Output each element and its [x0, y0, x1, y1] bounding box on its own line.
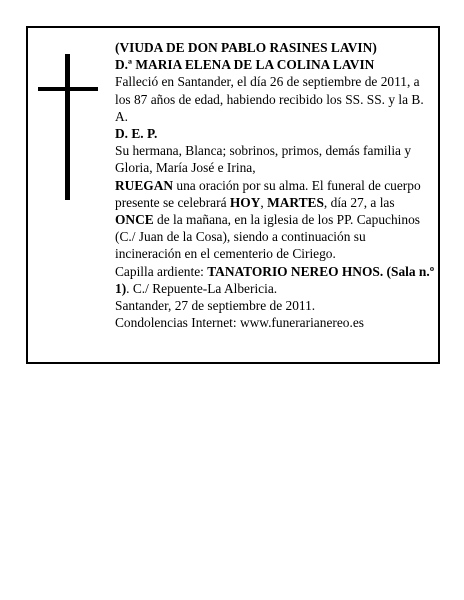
request-text-2: , día 27, a las: [323, 194, 395, 210]
cross-vertical-bar: [65, 54, 70, 200]
hoy-word: HOY: [229, 194, 261, 210]
request-comma: ,: [260, 194, 268, 210]
widow-line: (VIUDA DE DON PABLO RASINES LAVIN): [115, 40, 377, 55]
request-text-1: una oración por su alma. El funeral de cuerpo presente se celebrará: [115, 177, 421, 210]
funeral-request: [115, 177, 435, 263]
cross-icon: [38, 54, 98, 200]
death-announcement: Falleció en Santander, el día 26 de septiembre de 2011, a los 87 años de edad, habiendo recibido los SS. SS. y la B. A.: [115, 74, 424, 124]
ruegan-word: RUEGAN: [115, 177, 174, 193]
family-line: Su hermana, Blanca; sobrinos, primos, demás familia y Gloria, María José e Irina,: [115, 143, 412, 176]
cross-horizontal-bar: [38, 87, 98, 91]
obituary-notice: [26, 26, 440, 364]
martes-word: MARTES: [267, 194, 324, 210]
request-text-3: de la mañana, en la iglesia de los PP. Capuchinos (C./ Juan de la Cosa), siendo a continuación su incineración en el cementerio de Ciriego.: [115, 212, 420, 262]
condolences-line: Condolencias Internet: www.funerarianereo.es: [115, 315, 364, 331]
notice-text: [115, 39, 435, 331]
dep-line: D. E. P.: [115, 126, 158, 142]
chapel-line: [115, 263, 435, 297]
chapel-room: (Sala n.º 1): [115, 263, 435, 296]
deceased-name: D.ª MARIA ELENA DE LA COLINA LAVIN: [115, 57, 375, 73]
chapel-label: Capilla ardiente:: [115, 263, 208, 279]
chapel-name: TANATORIO NEREO HNOS.: [207, 263, 384, 279]
date-place-line: Santander, 27 de septiembre de 2011.: [115, 298, 316, 314]
chapel-address: . C./ Repuente-La Albericia.: [126, 280, 278, 296]
once-word: ONCE: [115, 212, 154, 228]
